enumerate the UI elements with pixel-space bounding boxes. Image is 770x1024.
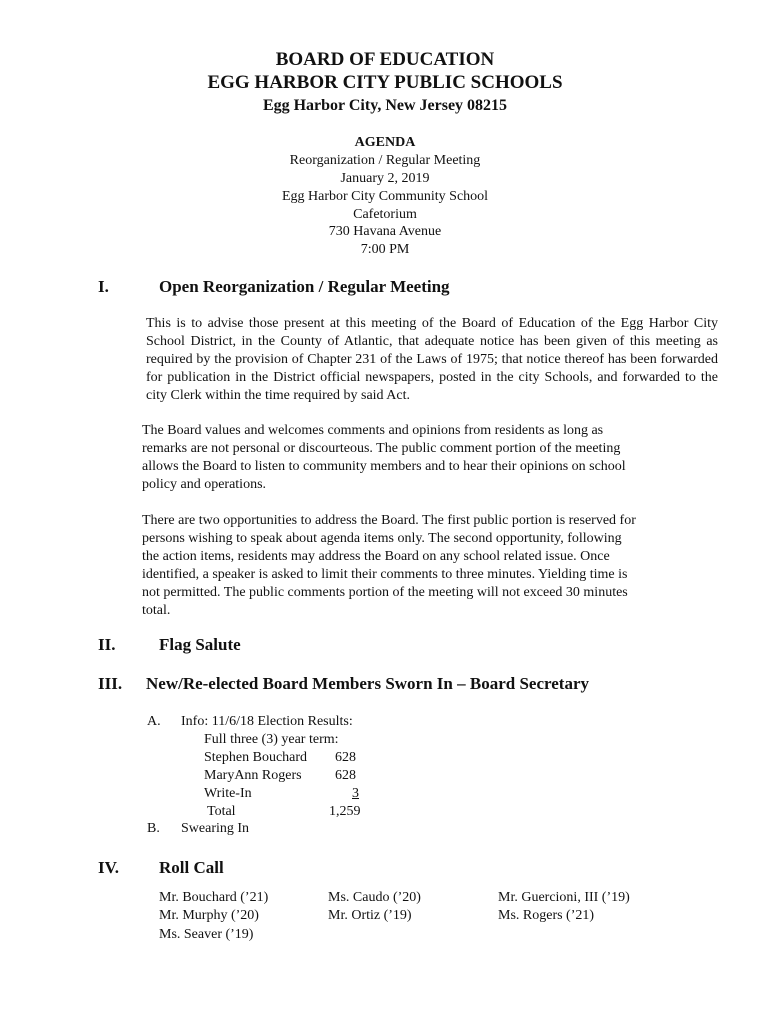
roll-call-member: Ms. Rogers (’21) bbox=[498, 908, 595, 923]
paragraph-line: not permitted. The public comments portion of the meeting will not exceed 30 minutes bbox=[142, 585, 628, 600]
paragraph-line: There are two opportunities to address the Board. The first public portion is reserved for bbox=[142, 513, 636, 528]
section-3-number: III. bbox=[98, 674, 123, 693]
paragraph-line: policy and operations. bbox=[142, 477, 267, 492]
paragraph-line: total. bbox=[142, 603, 171, 618]
section-4-title: Roll Call bbox=[159, 858, 224, 877]
agenda-time: 7:00 PM bbox=[360, 242, 410, 257]
item-a-text: Info: 11/6/18 Election Results: bbox=[181, 714, 353, 729]
candidate-votes: 628 bbox=[335, 750, 356, 765]
roll-call-member: Mr. Guercioni, III (’19) bbox=[498, 890, 630, 905]
agenda-date: January 2, 2019 bbox=[340, 171, 430, 186]
candidate-name: Write-In bbox=[204, 786, 252, 801]
agenda-location: Egg Harbor City Community School bbox=[281, 189, 489, 204]
item-b-text: Swearing In bbox=[181, 821, 250, 836]
section-1-title: Open Reorganization / Regular Meeting bbox=[159, 277, 450, 296]
paragraph-line: identified, a speaker is asked to limit their comments to three minutes. Yielding time is bbox=[142, 567, 628, 582]
roll-call-member: Mr. Bouchard (’21) bbox=[159, 890, 269, 905]
paragraph-line: remarks are not personal or discourteous. The public comment portion of the meeting bbox=[142, 441, 621, 456]
public-comment-paragraph bbox=[142, 422, 732, 494]
header-city-address: Egg Harbor City, New Jersey 08215 bbox=[262, 97, 508, 114]
paragraph-line: allows the Board to listen to community members and to hear their opinions on school bbox=[142, 459, 626, 474]
agenda-room: Cafetorium bbox=[353, 207, 417, 222]
roll-call-member: Ms. Caudo (’20) bbox=[328, 890, 421, 905]
candidate-votes: 3 bbox=[352, 786, 359, 801]
opportunities-paragraph bbox=[142, 512, 732, 620]
section-3-title: New/Re-elected Board Members Sworn In – Board Secretary bbox=[146, 674, 590, 693]
paragraph-line: persons wishing to speak about agenda items only. The second opportunity, following bbox=[142, 531, 622, 546]
section-1-number: I. bbox=[98, 277, 109, 296]
item-a-label: A. bbox=[147, 714, 161, 729]
candidate-name: Stephen Bouchard bbox=[204, 750, 308, 765]
notice-paragraph: This is to advise those present at this meeting of the Board of Education of the Egg Harbor City School District, in the County of Atlantic, that adequate notice has been given of this meeting as required by the provision of Chapter 231 of the Laws of 1975; that notice thereof has been forwarded for publication in the District official newspapers, posted in the city Schools, and forwarded to the city Clerk within the time required by said Act. bbox=[146, 316, 718, 403]
agenda-meeting-type: Reorganization / Regular Meeting bbox=[289, 153, 481, 168]
term-text: Full three (3) year term: bbox=[204, 732, 339, 747]
total-votes: 1,259 bbox=[329, 804, 361, 819]
paragraph-line: The Board values and welcomes comments and opinions from residents as long as bbox=[142, 423, 604, 438]
candidate-votes: 628 bbox=[335, 768, 356, 783]
roll-call-member: Mr. Murphy (’20) bbox=[159, 908, 259, 923]
section-2-number: II. bbox=[98, 635, 116, 654]
section-2-title: Flag Salute bbox=[159, 635, 241, 654]
agenda-title: AGENDA bbox=[354, 135, 416, 150]
paragraph-line: the action items, residents may address the Board on any school related issue. Once bbox=[142, 549, 610, 564]
header-district-name: EGG HARBOR CITY PUBLIC SCHOOLS bbox=[207, 72, 563, 93]
candidate-name: MaryAnn Rogers bbox=[204, 768, 302, 783]
header-board-title: BOARD OF EDUCATION bbox=[275, 49, 495, 70]
item-b-label: B. bbox=[147, 821, 160, 836]
agenda-address: 730 Havana Avenue bbox=[328, 224, 442, 239]
section-4-number: IV. bbox=[98, 858, 119, 877]
roll-call-member: Mr. Ortiz (’19) bbox=[328, 908, 412, 923]
total-label: Total bbox=[207, 804, 236, 819]
roll-call-member: Ms. Seaver (’19) bbox=[159, 927, 254, 942]
